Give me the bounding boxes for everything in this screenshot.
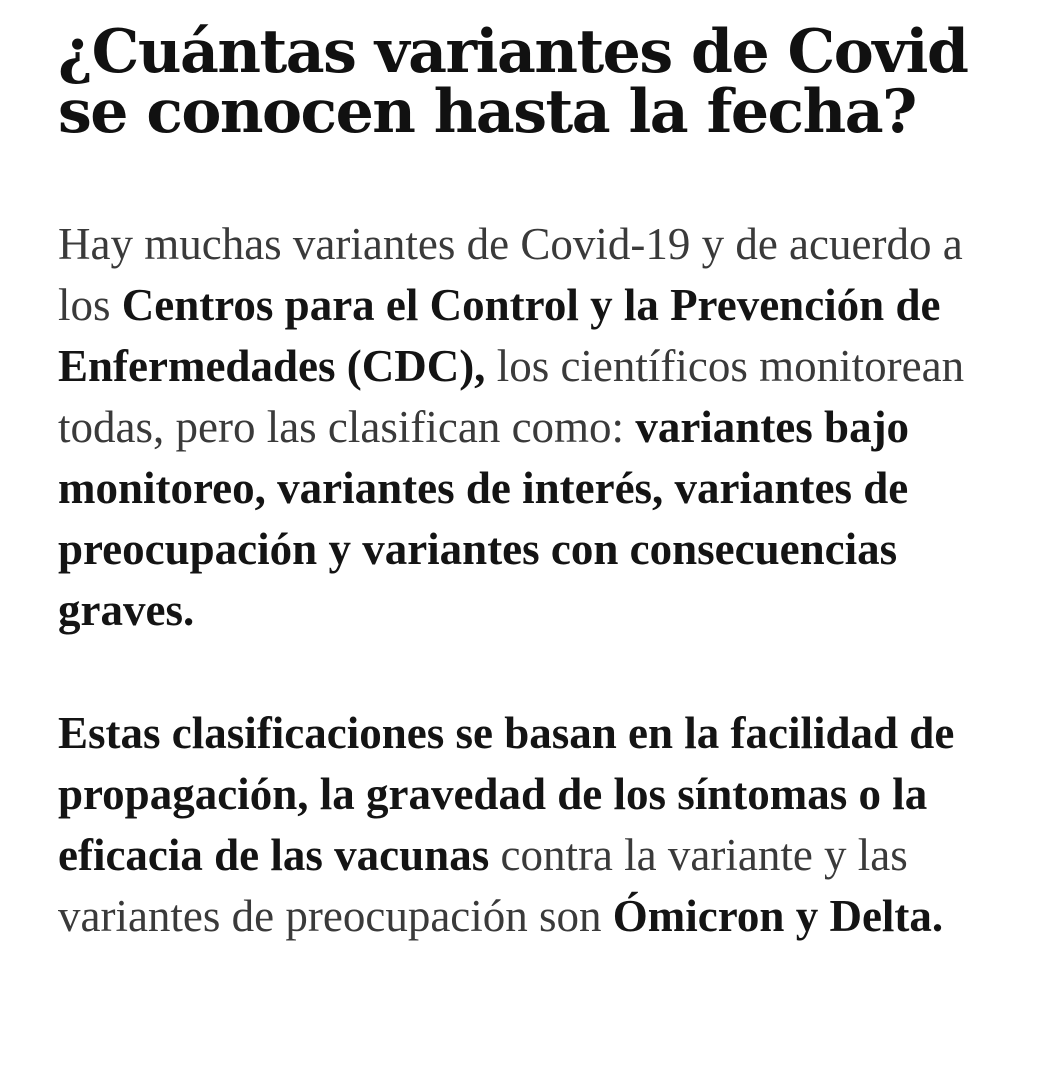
variants-of-concern-emphasis: Ómicron y Delta. bbox=[612, 891, 944, 941]
paragraph-text: los científicos monitorean todas, pero las clasifican como: bbox=[58, 341, 965, 452]
headline: ¿Cuántas variantes de Covid se conocen hasta la fecha? bbox=[58, 17, 968, 147]
paragraph-text: Hay muchas variantes de Covid-19 y de acuerdo a los bbox=[58, 219, 963, 330]
paragraph-text: contra la variante y las variantes de preocupación son bbox=[58, 830, 908, 941]
classification-criteria-emphasis: Estas clasificaciones se basan en la facilidad de propagación, la gravedad de los síntomas o la eficacia de las vacunas bbox=[58, 708, 955, 880]
variant-categories-emphasis: variantes bajo monitoreo, variantes de interés, variantes de preocupación y variantes con consecuencias graves. bbox=[58, 402, 910, 635]
cdc-emphasis: Centros para el Control y la Prevención de Enfermedades (CDC), bbox=[58, 280, 941, 391]
paragraph-classification-basis bbox=[58, 703, 998, 947]
paragraph-cdc-classification bbox=[58, 214, 998, 641]
article bbox=[58, 17, 998, 947]
